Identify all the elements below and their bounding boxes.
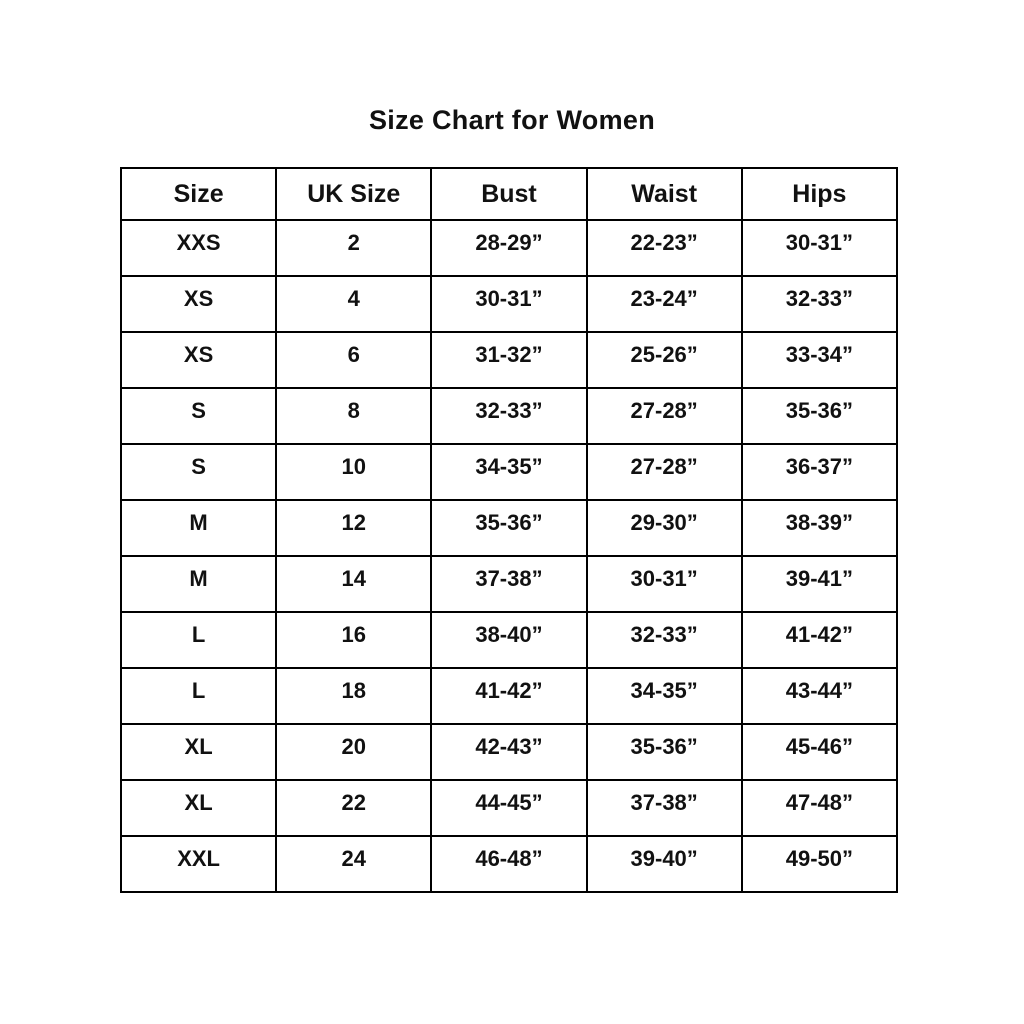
table-row: [121, 276, 897, 332]
cell-uk-size: 2: [276, 220, 431, 276]
table-header: [121, 168, 897, 220]
cell-hips: 35-36”: [742, 388, 897, 444]
cell-size: XS: [121, 276, 276, 332]
table-row: [121, 668, 897, 724]
cell-bust: 31-32”: [431, 332, 586, 388]
cell-uk-size: 12: [276, 500, 431, 556]
table-row: [121, 500, 897, 556]
cell-waist: 30-31”: [587, 556, 742, 612]
size-chart-table: [120, 167, 898, 893]
table-row: [121, 780, 897, 836]
cell-uk-size: 16: [276, 612, 431, 668]
cell-uk-size: 4: [276, 276, 431, 332]
table-row: [121, 612, 897, 668]
cell-waist: 25-26”: [587, 332, 742, 388]
cell-bust: 38-40”: [431, 612, 586, 668]
cell-bust: 28-29”: [431, 220, 586, 276]
cell-hips: 36-37”: [742, 444, 897, 500]
cell-uk-size: 10: [276, 444, 431, 500]
column-header-size: Size: [121, 168, 276, 220]
cell-size: XXS: [121, 220, 276, 276]
cell-uk-size: 24: [276, 836, 431, 892]
cell-waist: 37-38”: [587, 780, 742, 836]
cell-waist: 39-40”: [587, 836, 742, 892]
cell-hips: 49-50”: [742, 836, 897, 892]
column-header-hips: Hips: [742, 168, 897, 220]
table-row: [121, 220, 897, 276]
cell-bust: 30-31”: [431, 276, 586, 332]
cell-hips: 30-31”: [742, 220, 897, 276]
cell-waist: 32-33”: [587, 612, 742, 668]
cell-bust: 46-48”: [431, 836, 586, 892]
cell-size: M: [121, 500, 276, 556]
cell-waist: 27-28”: [587, 444, 742, 500]
cell-size: S: [121, 444, 276, 500]
cell-uk-size: 8: [276, 388, 431, 444]
cell-size: L: [121, 612, 276, 668]
cell-waist: 22-23”: [587, 220, 742, 276]
column-header-bust: Bust: [431, 168, 586, 220]
cell-hips: 47-48”: [742, 780, 897, 836]
cell-bust: 34-35”: [431, 444, 586, 500]
cell-waist: 27-28”: [587, 388, 742, 444]
table-row: [121, 724, 897, 780]
table-row: [121, 388, 897, 444]
cell-hips: 38-39”: [742, 500, 897, 556]
cell-bust: 35-36”: [431, 500, 586, 556]
page-title: Size Chart for Women: [368, 105, 656, 135]
column-header-waist: Waist: [587, 168, 742, 220]
cell-bust: 37-38”: [431, 556, 586, 612]
cell-waist: 35-36”: [587, 724, 742, 780]
cell-waist: 29-30”: [587, 500, 742, 556]
cell-size: M: [121, 556, 276, 612]
cell-uk-size: 18: [276, 668, 431, 724]
table-row: [121, 836, 897, 892]
cell-hips: 33-34”: [742, 332, 897, 388]
cell-waist: 34-35”: [587, 668, 742, 724]
cell-hips: 39-41”: [742, 556, 897, 612]
cell-bust: 44-45”: [431, 780, 586, 836]
table-row: [121, 332, 897, 388]
cell-bust: 41-42”: [431, 668, 586, 724]
table-row: [121, 444, 897, 500]
cell-size: L: [121, 668, 276, 724]
cell-size: XL: [121, 780, 276, 836]
cell-size: XL: [121, 724, 276, 780]
cell-uk-size: 14: [276, 556, 431, 612]
cell-hips: 41-42”: [742, 612, 897, 668]
cell-uk-size: 22: [276, 780, 431, 836]
table-row: [121, 556, 897, 612]
cell-hips: 32-33”: [742, 276, 897, 332]
cell-uk-size: 6: [276, 332, 431, 388]
cell-size: XS: [121, 332, 276, 388]
cell-waist: 23-24”: [587, 276, 742, 332]
cell-size: XXL: [121, 836, 276, 892]
table-body: [121, 220, 897, 892]
table-header-row: [121, 168, 897, 220]
cell-hips: 43-44”: [742, 668, 897, 724]
column-header-uk-size: UK Size: [276, 168, 431, 220]
cell-bust: 42-43”: [431, 724, 586, 780]
cell-size: S: [121, 388, 276, 444]
cell-hips: 45-46”: [742, 724, 897, 780]
cell-bust: 32-33”: [431, 388, 586, 444]
cell-uk-size: 20: [276, 724, 431, 780]
